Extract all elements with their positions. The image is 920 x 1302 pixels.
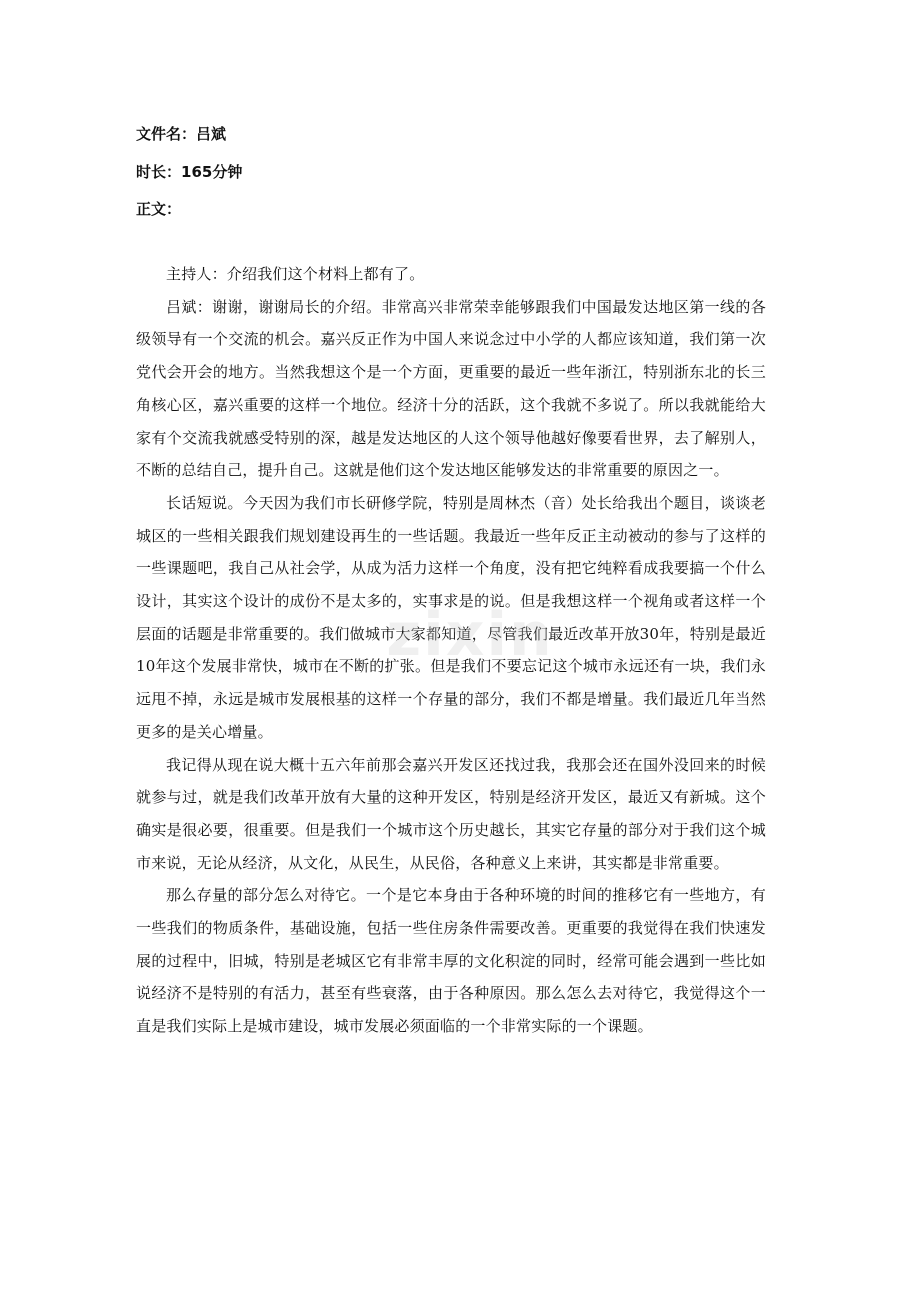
filename-line [136,116,796,154]
duration-value: 165分钟 [181,162,243,181]
body-label: 正文： [136,200,182,218]
body-label-line [136,191,796,229]
document-header [136,116,796,229]
paragraph-development-zone: 我记得从现在说大概十五六年前那会嘉兴开发区还找过我，我那会还在国外没回来的时候就参与过，就是我们改革开放有大量的这种开发区，特别是经济开发区，最近又有新城。这个确实是很必要，很重要。但是我们一个城市这个历史越长，其实它存量的部分对于我们这个城市来说，无论从经济，从文化，从民生，从民俗，各种意义上来讲，其实都是非常重要。 [136,755,766,872]
document-body [136,258,766,1043]
duration-line [136,154,796,192]
watermark: zixin [386,600,554,670]
paragraph-speaker-opening: 吕斌：谢谢，谢谢局长的介绍。非常高兴非常荣幸能够跟我们中国最发达地区第一线的各级领导有一个交流的机会。嘉兴反正作为中国人来说念过中小学的人都应该知道，我们第一次党代会开会的地方。当然我想这个是一个方面，更重要的最近一些年浙江，特别浙东北的长三角核心区，嘉兴重要的这样一个地位。经济十分的活跃，这个我就不多说了。所以我就能给大家有个交流我就感受特别的深，越是发达地区的人这个领导他越好像要看世界，去了解别人，不断的总结自己，提升自己。这就是他们这个发达地区能够发达的非常重要的原因之一。 [136,297,766,480]
filename-label: 文件名： [136,125,197,143]
filename-value: 吕斌 [196,125,227,143]
paragraph-existing-stock: 那么存量的部分怎么对待它。一个是它本身由于各种环境的时间的推移它有一些地方，有一些我们的物质条件，基础设施，包括一些住房条件需要改善。更重要的我觉得在我们快速发展的过程中，旧城，特别是老城区它有非常丰厚的文化积淀的同时，经常可能会遇到一些比如说经济不是特别的有活力，甚至有些衰落，由于各种原因。那么怎么去对待它，我觉得这个一直是我们实际上是城市建设，城市发展必须面临的一个非常实际的一个课题。 [136,886,766,1036]
paragraph-host-intro: 主持人：介绍我们这个材料上都有了。 [166,265,425,283]
duration-label: 时长： [136,162,182,181]
paragraph-topic: 长话短说。今天因为我们市长研修学院，特别是周林杰（音）处长给我出个题目，谈谈老城区的一些相关跟我们规划建设再生的一些话题。我最近一些年反正主动被动的参与了这样的一些课题吧，我自己从社会学，从成为活力这样一个角度，没有把它纯粹看成我要搞一个什么设计，其实这个设计的成份不是太多的，实事求是的说。但是我想这样一个视角或者这样一个层面的话题是非常重要的。我们做城市大家都知道，尽管我们最近改革开放30年，特别是最近10年这个发展非常快，城市在不断的扩张。但是我们不要忘记这个城市永远还有一块，我们永远甩不掉，永远是城市发展根基的这样一个存量的部分，我们不都是增量。我们最近几年当然更多的是关心增量。 [136,493,766,741]
